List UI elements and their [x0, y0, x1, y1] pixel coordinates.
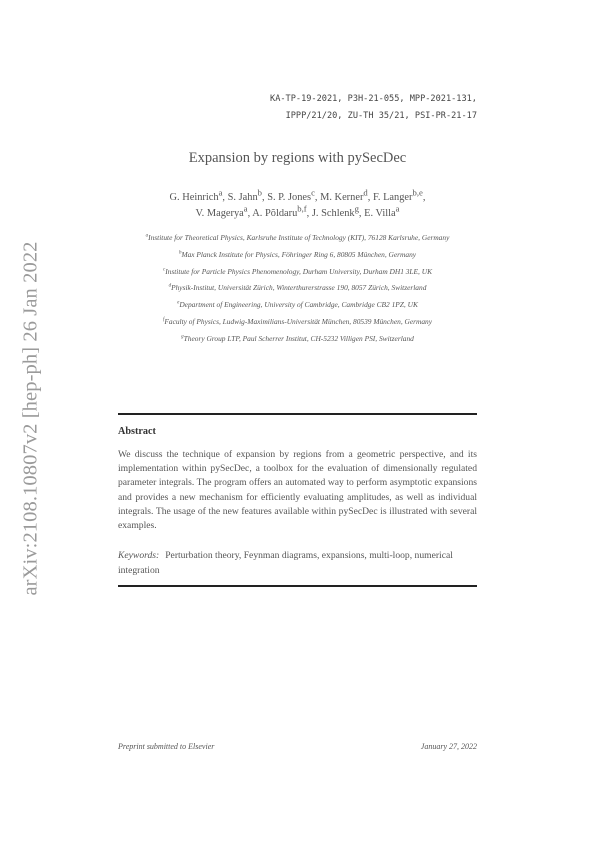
- author: S. Jahn$^b$: [227, 187, 262, 203]
- affiliation: $^d$Physik-Institut, Universität Zürich, Winterthurerstrasse 190, 8057 Zürich, Switzerland: [168, 283, 427, 293]
- affiliation: $^g$Theory Group LTP, Paul Scherrer Institut, CH-5232 Villigen PSI, Switzerland: [181, 333, 414, 343]
- arxiv-stamp-text: arXiv:2108.10807v2 [hep-ph] 26 Jan 2022: [19, 241, 42, 596]
- author: A. Põldaru$^{b,f}$: [252, 203, 307, 219]
- report-numbers-line: KA-TP-19-2021, P3H-21-055, MPP-2021-131,: [270, 94, 477, 104]
- abstract-text: We discuss the technique of expansion by regions from a geometric perspective, and its implementation within pySecDec, a toolbox for the evaluation of dimensionally regulated parameter integrals. The program offers an automated way to perform asymptotic expansions and provides a new mechanism for efficiently evaluating amplitudes, as well as individual integrals. The usage of the new features available within pySecDec is illustrated with several examples.: [118, 449, 477, 532]
- affiliation-list: [118, 233, 477, 351]
- author-list: [118, 187, 477, 222]
- report-numbers: [270, 91, 477, 125]
- paper-title: Expansion by regions with pySecDec: [188, 150, 407, 166]
- arxiv-stamp: [17, 241, 45, 596]
- author: S. P. Jones$^c$: [267, 187, 315, 203]
- author-line-2: V. Magerya$^a$, A. Põldaru$^{b,f}$, J. Schlenk$^g$, E. Villa$^a$: [195, 203, 400, 219]
- author: E. Villa$^a$: [364, 203, 400, 219]
- author: F. Langer$^{b,e}$: [372, 187, 423, 203]
- author: G. Heinrich$^a$: [169, 187, 223, 203]
- footer-date: January 27, 2022: [420, 742, 477, 751]
- keywords: [118, 549, 477, 578]
- affiliation: $^f$Faculty of Physics, Ludwig-Maximilians-Universität München, 80539 München, Germany: [162, 316, 433, 326]
- affiliation: $^a$Institute for Theoretical Physics, Karlsruhe Institute of Technology (KIT), 76128 Karlsruhe, Germany: [145, 233, 450, 242]
- author: J. Schlenk$^g$: [311, 203, 359, 219]
- author-line-1: G. Heinrich$^a$, S. Jahn$^b$, S. P. Jones$^c$, M. Kerner$^d$, F. Langer$^{b,e}$,: [169, 187, 426, 203]
- keywords-label: Keywords:: [118, 550, 160, 561]
- abstract-heading: Abstract: [118, 426, 156, 437]
- affiliation: $^c$Institute for Particle Physics Phenomenology, Durham University, Durham DH1 3LE, UK: [162, 266, 433, 276]
- abstract-top-rule: [118, 413, 477, 415]
- abstract-bottom-rule: [118, 585, 477, 587]
- affiliation: $^b$Max Planck Institute for Physics, Föhringer Ring 6, 80805 München, Germany: [178, 249, 417, 259]
- affiliation: $^e$Department of Engineering, University of Cambridge, Cambridge CB2 1PZ, UK: [177, 300, 418, 310]
- keywords-text: Perturbation theory, Feynman diagrams, expansions, multi-loop, numerical integration: [118, 550, 453, 576]
- author: M. Kerner$^d$: [320, 187, 368, 203]
- author: V. Magerya$^a$: [195, 203, 248, 219]
- footer-preprint-note: Preprint submitted to Elsevier: [118, 742, 215, 751]
- report-numbers-line: IPPP/21/20, ZU-TH 35/21, PSI-PR-21-17: [285, 111, 477, 121]
